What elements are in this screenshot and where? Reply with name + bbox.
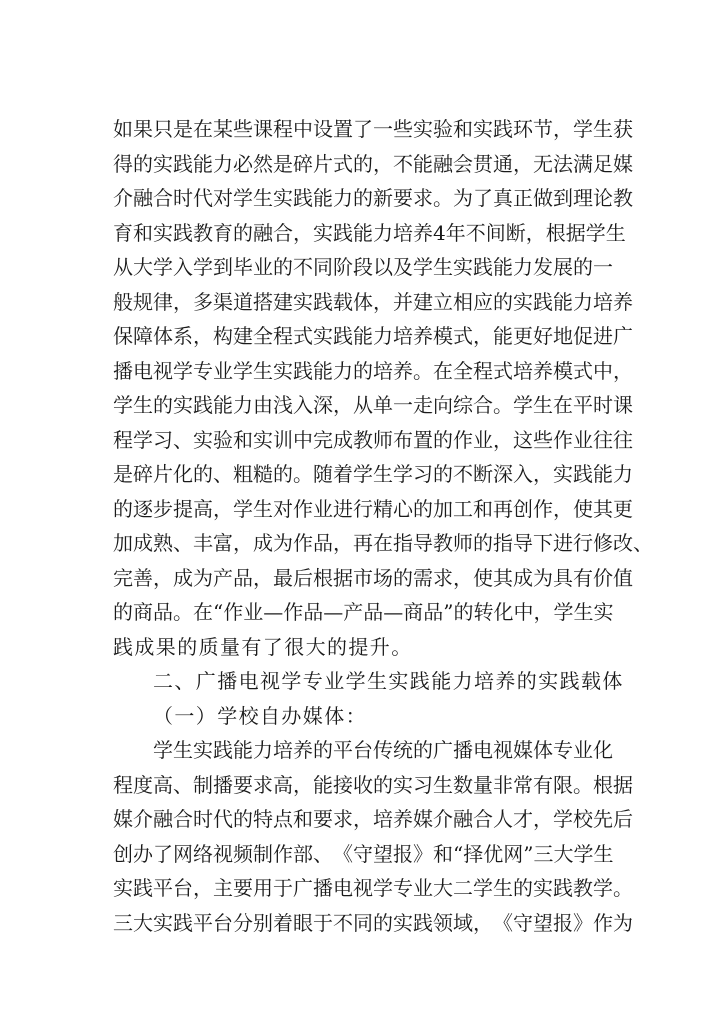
text-line: 保 障 体 系 ， 构 建 全 程 式 实 践 能 力 培 养 模 式 ， 能 更 好 地 促 进 广 <box>113 324 633 348</box>
text-line: 般 规 律 ， 多 渠 道 搭 建 实 践 载 体 ， 并 建 立 相 应 的 实 践 能 力 培 养 <box>113 289 633 314</box>
text-line: 学 生 实 践 能 力 培 养 的 平 台 传 统 的 广 播 电 视 媒 体 专 业 化 <box>153 738 613 762</box>
text-line: 加 成 熟 、 丰 富 ， 成 为 作 品 ， 再 在 指 导 教 师 的 指 导 下 进 行 修 改 、 <box>113 531 653 555</box>
text-line: 学 生 的 实 践 能 力 由 浅 入 深 ， 从 单 一 走 向 综 合 。 学 生 在 平 时 课 <box>113 393 633 417</box>
text-line: 媒 介 融 合 时 代 的 特 点 和 要 求 ， 培 养 媒 介 融 合 人 才 ， 学 校 先 后 <box>113 807 633 831</box>
text-line: 的 商 品 。 在 “ 作 业 — 作 品 — 产 品 — 商 品 ” 的 转 化 中 ， 学 生 实 <box>113 600 614 624</box>
text-line: 完 善 ， 成 为 产 品 ， 最 后 根 据 市 场 的 需 求 ， 使 其 成 为 具 有 价 值 <box>113 565 633 590</box>
text-line: 的 逐 步 提 高 ， 学 生 对 作 业 进 行 精 心 的 加 工 和 再 创 作 ， 使 其 更 <box>113 496 633 521</box>
text-line: 如 果 只 是 在 某 些 课 程 中 设 置 了 一 些 实 验 和 实 践 环 节 ， 学 生 获 <box>113 117 633 141</box>
text-line: 程 学 习 、 实 验 和 实 训 中 完 成 教 师 布 置 的 作 业 ， 这 些 作 业 往 往 <box>113 427 633 452</box>
body-text <box>113 112 653 940</box>
text-line: 从 大 学 入 学 到 毕 业 的 不 同 阶 段 以 及 学 生 实 践 能 力 发 展 的 一 <box>113 255 613 279</box>
text-line: （一）学校自办媒体： <box>153 703 367 728</box>
text-line: 践成果的质量有了很大的提升。 <box>113 634 413 659</box>
text-line: 创 办 了 网 络 视 频 制 作 部 、 《 守 望 报 》 和 “ 择 优 网 ” 三 大 学 生 <box>113 841 614 866</box>
text-line: 二、广播电视学专业学生实践能力培养的实践载体 <box>153 669 624 693</box>
text-line: 三 大 实 践 平 台 分 别 着 眼 于 不 同 的 实 践 领 域 ， 《 守 望 报 》 作 为 <box>113 910 633 935</box>
text-line: 实 践 平 台 ， 主 要 用 于 广 播 电 视 学 专 业 大 二 学 生 的 实 践 教 学 。 <box>113 876 633 900</box>
text-line: 得 的 实 践 能 力 必 然 是 碎 片 式 的 ， 不 能 融 会 贯 通 ， 无 法 满 足 媒 <box>113 151 633 176</box>
text-line: 介 融 合 时 代 对 学 生 实 践 能 力 的 新 要 求 。 为 了 真 正 做 到 理 论 教 <box>113 186 633 210</box>
text-line: 育 和 实 践 教 育 的 融 合 ， 实 践 能 力 培 养 4 年 不 间 断 ， 根 据 学 生 <box>113 220 626 245</box>
text-line: 是 碎 片 化 的 、 粗 糙 的 。 随 着 学 生 学 习 的 不 断 深 入 ， 实 践 能 力 <box>113 462 633 486</box>
text-line: 程 度 高 、 制 播 要 求 高 ， 能 接 收 的 实 习 生 数 量 非 常 有 限 。 根 据 <box>113 772 633 797</box>
text-line: 播 电 视 学 专 业 学 生 实 践 能 力 的 培 养 。 在 全 程 式 培 养 模 式 中 ， <box>113 358 633 383</box>
